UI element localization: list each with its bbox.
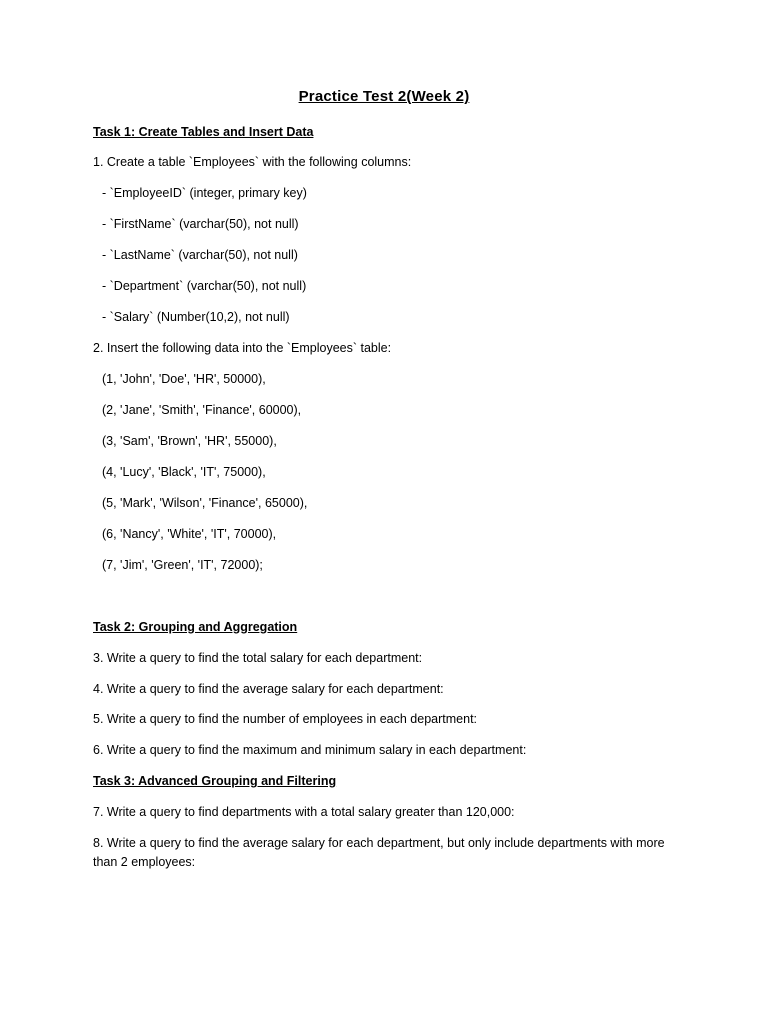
- data-row: (6, 'Nancy', 'White', 'IT', 70000),: [102, 527, 277, 541]
- question-8: 8. Write a query to find the average salary for each department, but only include departments with more than 2 employees:: [93, 836, 665, 869]
- data-row: (4, 'Lucy', 'Black', 'IT', 75000),: [102, 465, 266, 479]
- question-5: 5. Write a query to find the number of employees in each department:: [93, 712, 478, 726]
- task1-heading: Task 1: Create Tables and Insert Data: [93, 125, 314, 139]
- task3-heading: Task 3: Advanced Grouping and Filtering: [93, 774, 337, 788]
- column-item: - `EmployeeID` (integer, primary key): [102, 186, 307, 200]
- question-3: 3. Write a query to find the total salary for each department:: [93, 651, 423, 665]
- data-row: (1, 'John', 'Doe', 'HR', 50000),: [102, 372, 266, 386]
- question-7: 7. Write a query to find departments with a total salary greater than 120,000:: [93, 805, 515, 819]
- column-item: - `Salary` (Number(10,2), not null): [102, 310, 290, 324]
- question-2: 2. Insert the following data into the `Employees` table:: [93, 341, 392, 355]
- column-item: - `LastName` (varchar(50), not null): [102, 248, 298, 262]
- data-row: (5, 'Mark', 'Wilson', 'Finance', 65000),: [102, 496, 308, 510]
- task2-heading: Task 2: Grouping and Aggregation: [93, 620, 298, 634]
- question-4: 4. Write a query to find the average salary for each department:: [93, 682, 444, 696]
- column-item: - `Department` (varchar(50), not null): [102, 279, 307, 293]
- data-row: (2, 'Jane', 'Smith', 'Finance', 60000),: [102, 403, 302, 417]
- data-row: (3, 'Sam', 'Brown', 'HR', 55000),: [102, 434, 277, 448]
- question-1: 1. Create a table `Employees` with the following columns:: [93, 155, 412, 169]
- data-row: (7, 'Jim', 'Green', 'IT', 72000);: [102, 558, 263, 572]
- column-item: - `FirstName` (varchar(50), not null): [102, 217, 299, 231]
- question-6: 6. Write a query to find the maximum and minimum salary in each department:: [93, 743, 527, 757]
- page-title: Practice Test 2(Week 2): [298, 88, 470, 105]
